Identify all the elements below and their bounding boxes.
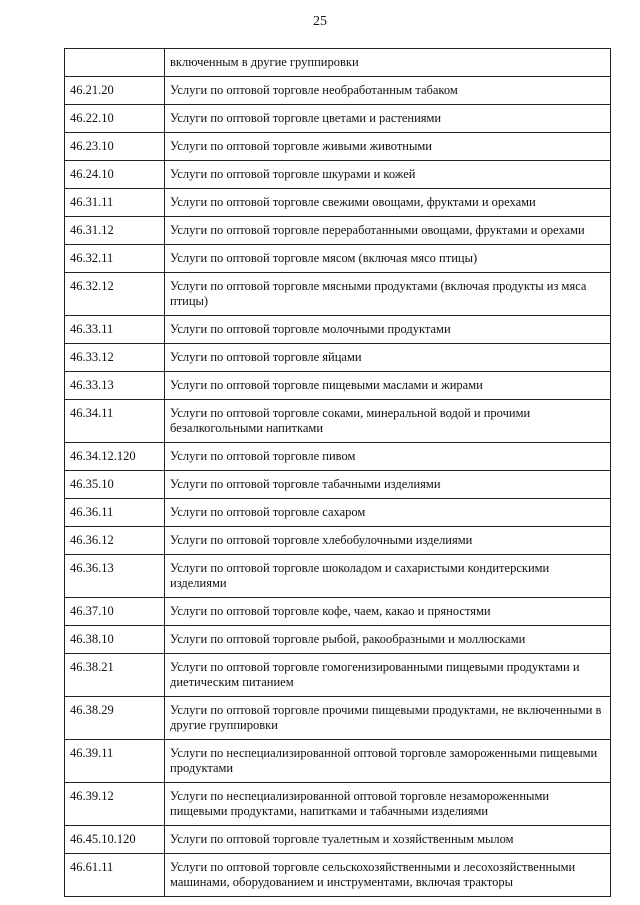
table-row <box>65 697 611 740</box>
table-row <box>65 443 611 471</box>
row-code: 46.36.12 <box>65 527 165 555</box>
row-code: 46.23.10 <box>65 133 165 161</box>
row-code: 46.61.11 <box>65 854 165 897</box>
row-description: Услуги по оптовой торговле рыбой, ракообразными и моллюсками <box>165 626 611 654</box>
row-code: 46.45.10.120 <box>65 826 165 854</box>
row-description: Услуги по оптовой торговле живыми животными <box>165 133 611 161</box>
table-row <box>65 344 611 372</box>
table-row <box>65 499 611 527</box>
table-row <box>65 161 611 189</box>
table-row <box>65 471 611 499</box>
row-description: Услуги по оптовой торговле мясными продуктами (включая продукты из мяса птицы) <box>165 273 611 316</box>
table-row <box>65 217 611 245</box>
row-description: Услуги по оптовой торговле кофе, чаем, какао и пряностями <box>165 598 611 626</box>
table-row <box>65 400 611 443</box>
row-code: 46.39.11 <box>65 740 165 783</box>
table-row <box>65 783 611 826</box>
row-description: Услуги по оптовой торговле цветами и растениями <box>165 105 611 133</box>
table-row <box>65 316 611 344</box>
row-description: Услуги по оптовой торговле прочими пищевыми продуктами, не включенными в другие группировки <box>165 697 611 740</box>
row-code: 46.37.10 <box>65 598 165 626</box>
table-row <box>65 527 611 555</box>
row-description: Услуги по оптовой торговле сельскохозяйственными и лесохозяйственными машинами, оборудованием и инструментами, включая тракторы <box>165 854 611 897</box>
row-description: Услуги по оптовой торговле шоколадом и сахаристыми кондитерскими изделиями <box>165 555 611 598</box>
table-row <box>65 372 611 400</box>
row-code: 46.31.11 <box>65 189 165 217</box>
row-code: 46.39.12 <box>65 783 165 826</box>
row-code: 46.22.10 <box>65 105 165 133</box>
row-description: Услуги по оптовой торговле переработанными овощами, фруктами и орехами <box>165 217 611 245</box>
table-row <box>65 826 611 854</box>
table-row <box>65 105 611 133</box>
row-description: Услуги по оптовой торговле молочными продуктами <box>165 316 611 344</box>
table-row <box>65 555 611 598</box>
row-code: 46.31.12 <box>65 217 165 245</box>
row-description: Услуги по оптовой торговле мясом (включая мясо птицы) <box>165 245 611 273</box>
table-row <box>65 273 611 316</box>
row-code: 46.32.11 <box>65 245 165 273</box>
row-description: Услуги по оптовой торговле шкурами и кожей <box>165 161 611 189</box>
row-code <box>65 49 165 77</box>
table-row <box>65 740 611 783</box>
row-code: 46.38.29 <box>65 697 165 740</box>
table-row <box>65 626 611 654</box>
table-row <box>65 598 611 626</box>
table-row <box>65 49 611 77</box>
row-description: Услуги по оптовой торговле яйцами <box>165 344 611 372</box>
table-row <box>65 189 611 217</box>
row-code: 46.36.13 <box>65 555 165 598</box>
row-description: Услуги по оптовой торговле хлебобулочными изделиями <box>165 527 611 555</box>
row-code: 46.35.10 <box>65 471 165 499</box>
row-description: Услуги по оптовой торговле гомогенизированными пищевыми продуктами и диетическим питанием <box>165 654 611 697</box>
row-description: Услуги по оптовой торговле пивом <box>165 443 611 471</box>
row-code: 46.21.20 <box>65 77 165 105</box>
classification-table <box>64 48 611 897</box>
table-row <box>65 654 611 697</box>
table-row <box>65 854 611 897</box>
row-code: 46.36.11 <box>65 499 165 527</box>
row-code: 46.33.12 <box>65 344 165 372</box>
row-code: 46.32.12 <box>65 273 165 316</box>
table-row <box>65 245 611 273</box>
row-description: Услуги по оптовой торговле табачными изделиями <box>165 471 611 499</box>
row-code: 46.34.11 <box>65 400 165 443</box>
row-description: Услуги по неспециализированной оптовой торговле незамороженными пищевыми продуктами, напитками и табачными изделиями <box>165 783 611 826</box>
row-code: 46.24.10 <box>65 161 165 189</box>
table-row <box>65 133 611 161</box>
row-description: Услуги по неспециализированной оптовой торговле замороженными пищевыми продуктами <box>165 740 611 783</box>
row-code: 46.38.21 <box>65 654 165 697</box>
row-description: включенным в другие группировки <box>165 49 611 77</box>
page-number: 25 <box>313 14 327 29</box>
row-description: Услуги по оптовой торговле пищевыми маслами и жирами <box>165 372 611 400</box>
row-description: Услуги по оптовой торговле соками, минеральной водой и прочими безалкогольными напитками <box>165 400 611 443</box>
row-description: Услуги по оптовой торговле туалетным и хозяйственным мылом <box>165 826 611 854</box>
row-description: Услуги по оптовой торговле необработанным табаком <box>165 77 611 105</box>
row-code: 46.38.10 <box>65 626 165 654</box>
row-code: 46.34.12.120 <box>65 443 165 471</box>
table-body <box>65 49 611 897</box>
row-description: Услуги по оптовой торговле свежими овощами, фруктами и орехами <box>165 189 611 217</box>
row-code: 46.33.11 <box>65 316 165 344</box>
table-row <box>65 77 611 105</box>
row-code: 46.33.13 <box>65 372 165 400</box>
row-description: Услуги по оптовой торговле сахаром <box>165 499 611 527</box>
